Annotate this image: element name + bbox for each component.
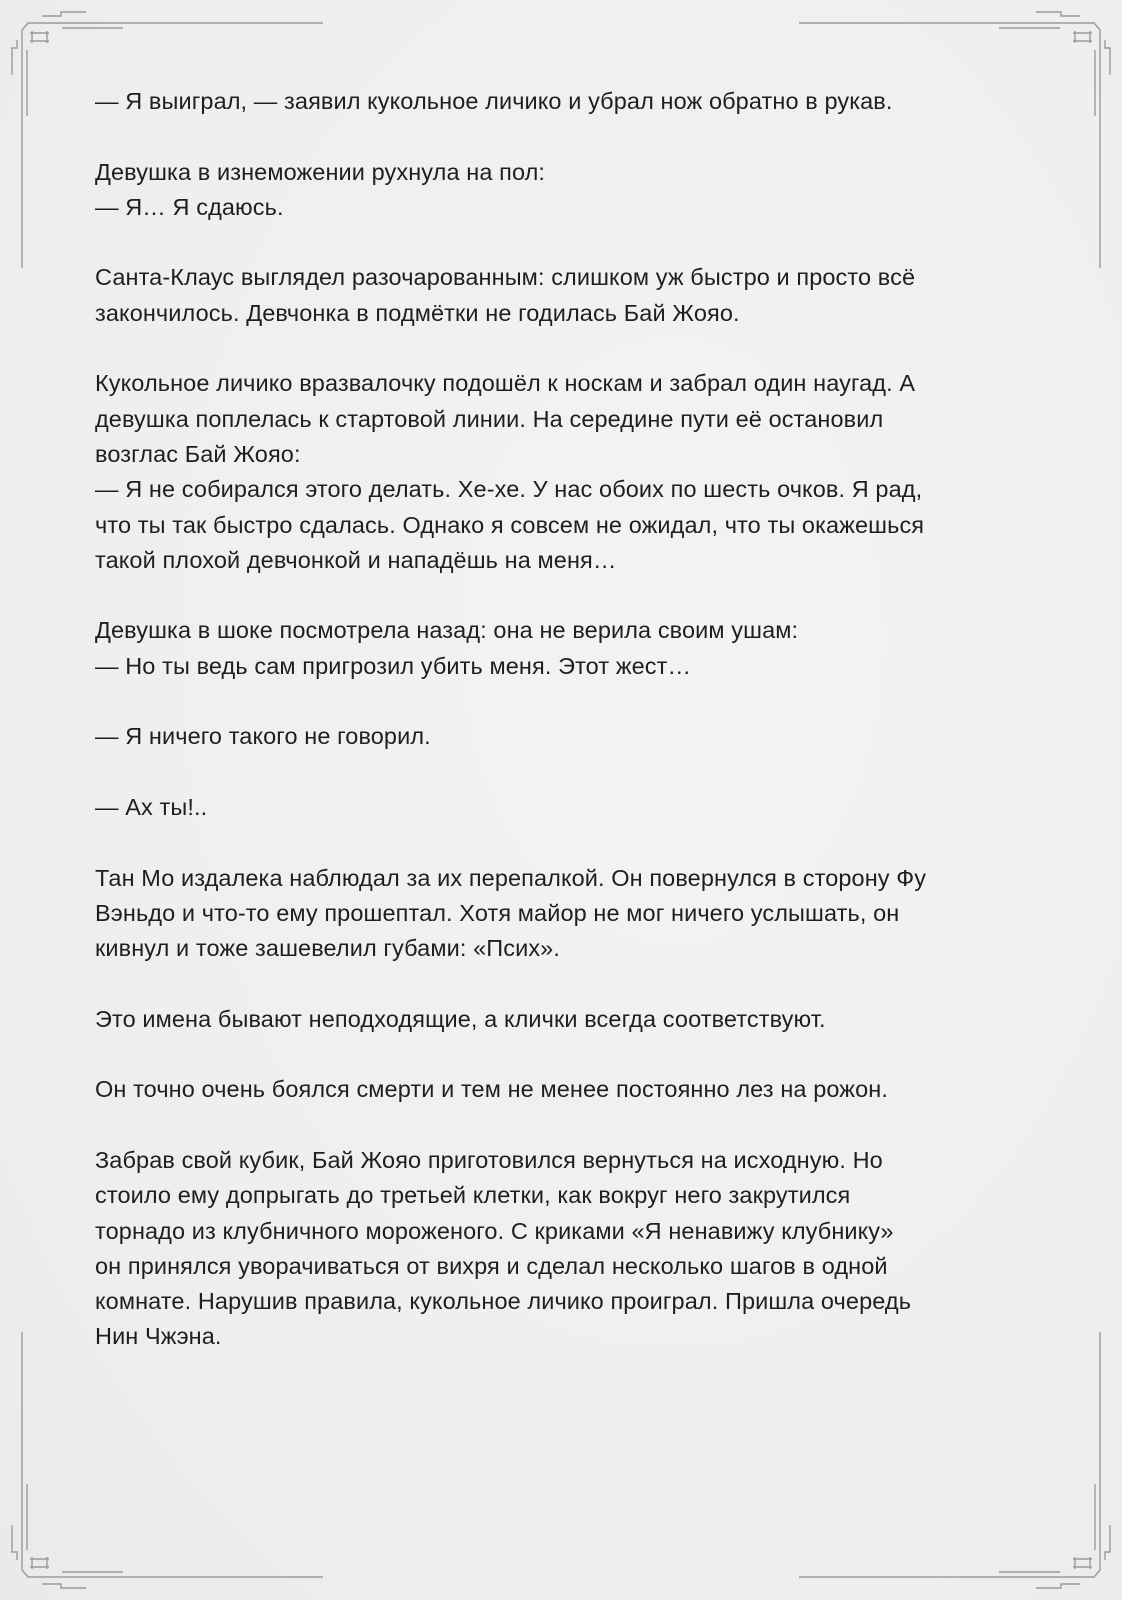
text-line: закончилось. Девчонка в подмётки не годилась Бай Жояо. (95, 299, 740, 326)
text-line: такой плохой девчонкой и нападёшь на меня… (95, 546, 617, 573)
text-line: Тан Мо издалека наблюдал за их перепалкой. Он повернулся в сторону Фу (95, 864, 927, 891)
text-line: он принялся уворачиваться от вихря и сделал несколько шагов в одной (95, 1252, 888, 1279)
paragraph (95, 366, 1035, 578)
paragraph (95, 719, 1035, 754)
text-line: Забрав свой кубик, Бай Жояо приготовился вернуться на исходную. Но (95, 1146, 883, 1173)
paragraph (95, 790, 1035, 825)
paragraph (95, 861, 1035, 967)
text-line: — Ах ты!.. (95, 793, 208, 820)
paragraph (95, 260, 1035, 331)
paragraph (95, 1002, 1035, 1037)
text-line: стоило ему допрыгать до третьей клетки, как вокруг него закрутился (95, 1182, 851, 1209)
text-line: — Но ты ведь сам пригрозил убить меня. Этот жест… (95, 652, 692, 679)
text-line: Это имена бывают неподходящие, а клички всегда соответствуют. (95, 1005, 826, 1032)
text-line: возглас Бай Жояо: (95, 440, 301, 467)
paragraph (95, 613, 1035, 684)
paragraph (95, 155, 1035, 226)
text-line: — Я… Я сдаюсь. (95, 193, 284, 220)
paragraph (95, 84, 1035, 119)
text-line: — Я не собирался этого делать. Хе-хе. У нас обоих по шесть очков. Я рад, (95, 476, 923, 503)
text-line: комнате. Нарушив правила, кукольное личико проиграл. Пришла очередь (95, 1288, 912, 1315)
document-body (95, 84, 1035, 1390)
text-line: — Я выиграл, — заявил кукольное личико и убрал нож обратно в рукав. (95, 88, 893, 114)
text-line: девушка поплелась к стартовой линии. На середине пути её остановил (95, 405, 884, 432)
text-line: Нин Чжэна. (95, 1323, 222, 1350)
text-line: Девушка в изнеможении рухнула на пол: (95, 158, 546, 185)
text-line: Кукольное личико вразвалочку подошёл к носкам и забрал один наугад. А (95, 370, 916, 397)
paragraph (95, 1072, 1035, 1107)
text-line: Вэньдо и что-то ему прошептал. Хотя майор не мог ничего услышать, он (95, 899, 900, 926)
text-line: — Я ничего такого не говорил. (95, 723, 431, 750)
text-line: Он точно очень боялся смерти и тем не менее постоянно лез на рожон. (95, 1076, 888, 1103)
text-line: Санта-Клаус выглядел разочарованным: слишком уж быстро и просто всё (95, 264, 916, 291)
text-line: что ты так быстро сдалась. Однако я совсем не ожидал, что ты окажешься (95, 511, 925, 538)
text-line: Девушка в шоке посмотрела назад: она не верила своим ушам: (95, 617, 799, 644)
text-line: кивнул и тоже зашевелил губами: «Псих». (95, 935, 560, 962)
text-line: торнадо из клубничного мороженого. С криками «Я ненавижу клубнику» (95, 1217, 894, 1244)
paragraph (95, 1143, 1035, 1355)
